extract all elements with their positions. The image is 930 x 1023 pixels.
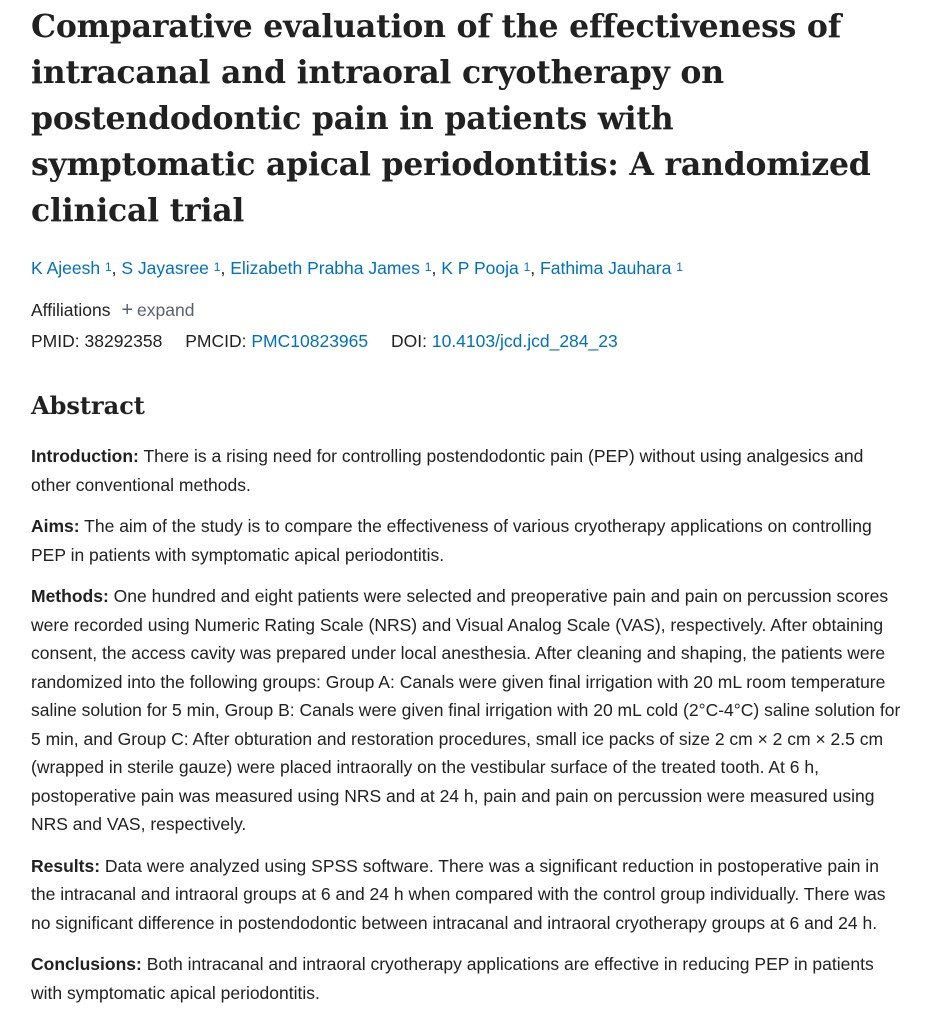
abstract-results: [31, 852, 901, 938]
affiliation-ref[interactable]: 1: [676, 260, 683, 274]
pmcid-link[interactable]: PMC10823965: [251, 331, 369, 351]
abstract-introduction: [31, 442, 901, 499]
section-label: Conclusions:: [31, 954, 142, 974]
affiliations-label: Affiliations: [31, 300, 111, 320]
section-label: Results:: [31, 855, 101, 876]
doi-label: DOI:: [391, 331, 427, 351]
author-list: K Ajeesh $^1$, S Jayasree $^1$, Elizabeth Prabha James $^1$, K P Pooja $^1$, Fathima Jauhara $^1$: [31, 258, 683, 278]
affiliations-row: [31, 297, 901, 323]
pmid-value: 38292358: [84, 331, 163, 351]
article-title: Comparative evaluation of the effectiveness of intracanal and intraoral cryotherapy on postendodontic pain in patients with symptomatic apical periodontitis: A randomized clinical trial: [31, 8, 871, 229]
section-text: There is a rising need for controlling postendodontic pain (PEP) without using analgesics and other conventional methods.: [31, 446, 864, 495]
expand-label: expand: [137, 300, 195, 320]
author-link[interactable]: K Ajeesh: [31, 258, 101, 278]
author-link[interactable]: S Jayasree: [121, 258, 209, 278]
affiliation-ref[interactable]: 1: [213, 260, 221, 274]
section-text: One hundred and eight patients were selected and preoperative pain and pain on percussion scores were recorded using Numeric Rating Scale (NRS) and Visual Analog Scale (VAS), respectively. After obtaining consent, the access cavity was prepared under local anesthesia. After cleaning and shaping, the patients were randomized into the following groups: Group A: Canals were given final irrigation with 20 mL room temperature saline solution for 5 min, Group B: Canals were given final irrigation with 20 mL cold (2°C-4°C) saline solution for 5 min, and Group C: After obturation and restoration procedures, small ice packs of size 2 cm × 2 cm × 2.5 cm (wrapped in sterile gauze) were placed intraorally on the vestibular surface of the treated tooth. At 6 h, postoperative pain was measured using NRS and at 24 h, pain and pain on percussion were measured using NRS and VAS, respectively.: [31, 586, 901, 834]
section-label: Aims:: [31, 516, 80, 536]
pmid-label: PMID:: [31, 331, 80, 351]
section-text: The aim of the study is to compare the effectiveness of various cryotherapy applications on controlling PEP in patients with symptomatic apical periodontitis.: [31, 516, 872, 565]
abstract-aims: [31, 512, 901, 569]
doi-link[interactable]: 10.4103/jcd.jcd_284_23: [431, 331, 618, 351]
affiliations-expand-button[interactable]: [121, 300, 194, 320]
pmcid-label: PMCID:: [185, 331, 247, 351]
author-link[interactable]: Elizabeth Prabha James: [230, 258, 420, 278]
abstract-conclusions: [31, 950, 901, 1007]
section-label: Introduction:: [31, 446, 139, 466]
section-text: Data were analyzed using SPSS software. There was a significant reduction in postoperative pain in the intracanal and intraoral groups at 6 and 24 h when compared with the control group individually. There was no significant difference in postendodontic between intracanal and intraoral cryotherapy groups at 6 and 24 h.: [31, 855, 886, 933]
abstract-methods: [31, 582, 901, 839]
author-link[interactable]: K P Pooja: [441, 258, 519, 278]
plus-icon: +: [121, 299, 134, 321]
abstract-heading: Abstract: [31, 391, 145, 420]
identifiers-row: [31, 327, 901, 355]
affiliation-ref[interactable]: 1: [104, 260, 112, 274]
affiliation-ref[interactable]: 1: [424, 260, 432, 274]
author-link[interactable]: Fathima Jauhara: [540, 258, 672, 278]
affiliation-ref[interactable]: 1: [523, 260, 531, 274]
section-text: Both intracanal and intraoral cryotherapy applications are effective in reducing PEP in patients with symptomatic apical periodontitis.: [31, 954, 874, 1003]
section-label: Methods:: [31, 586, 109, 606]
